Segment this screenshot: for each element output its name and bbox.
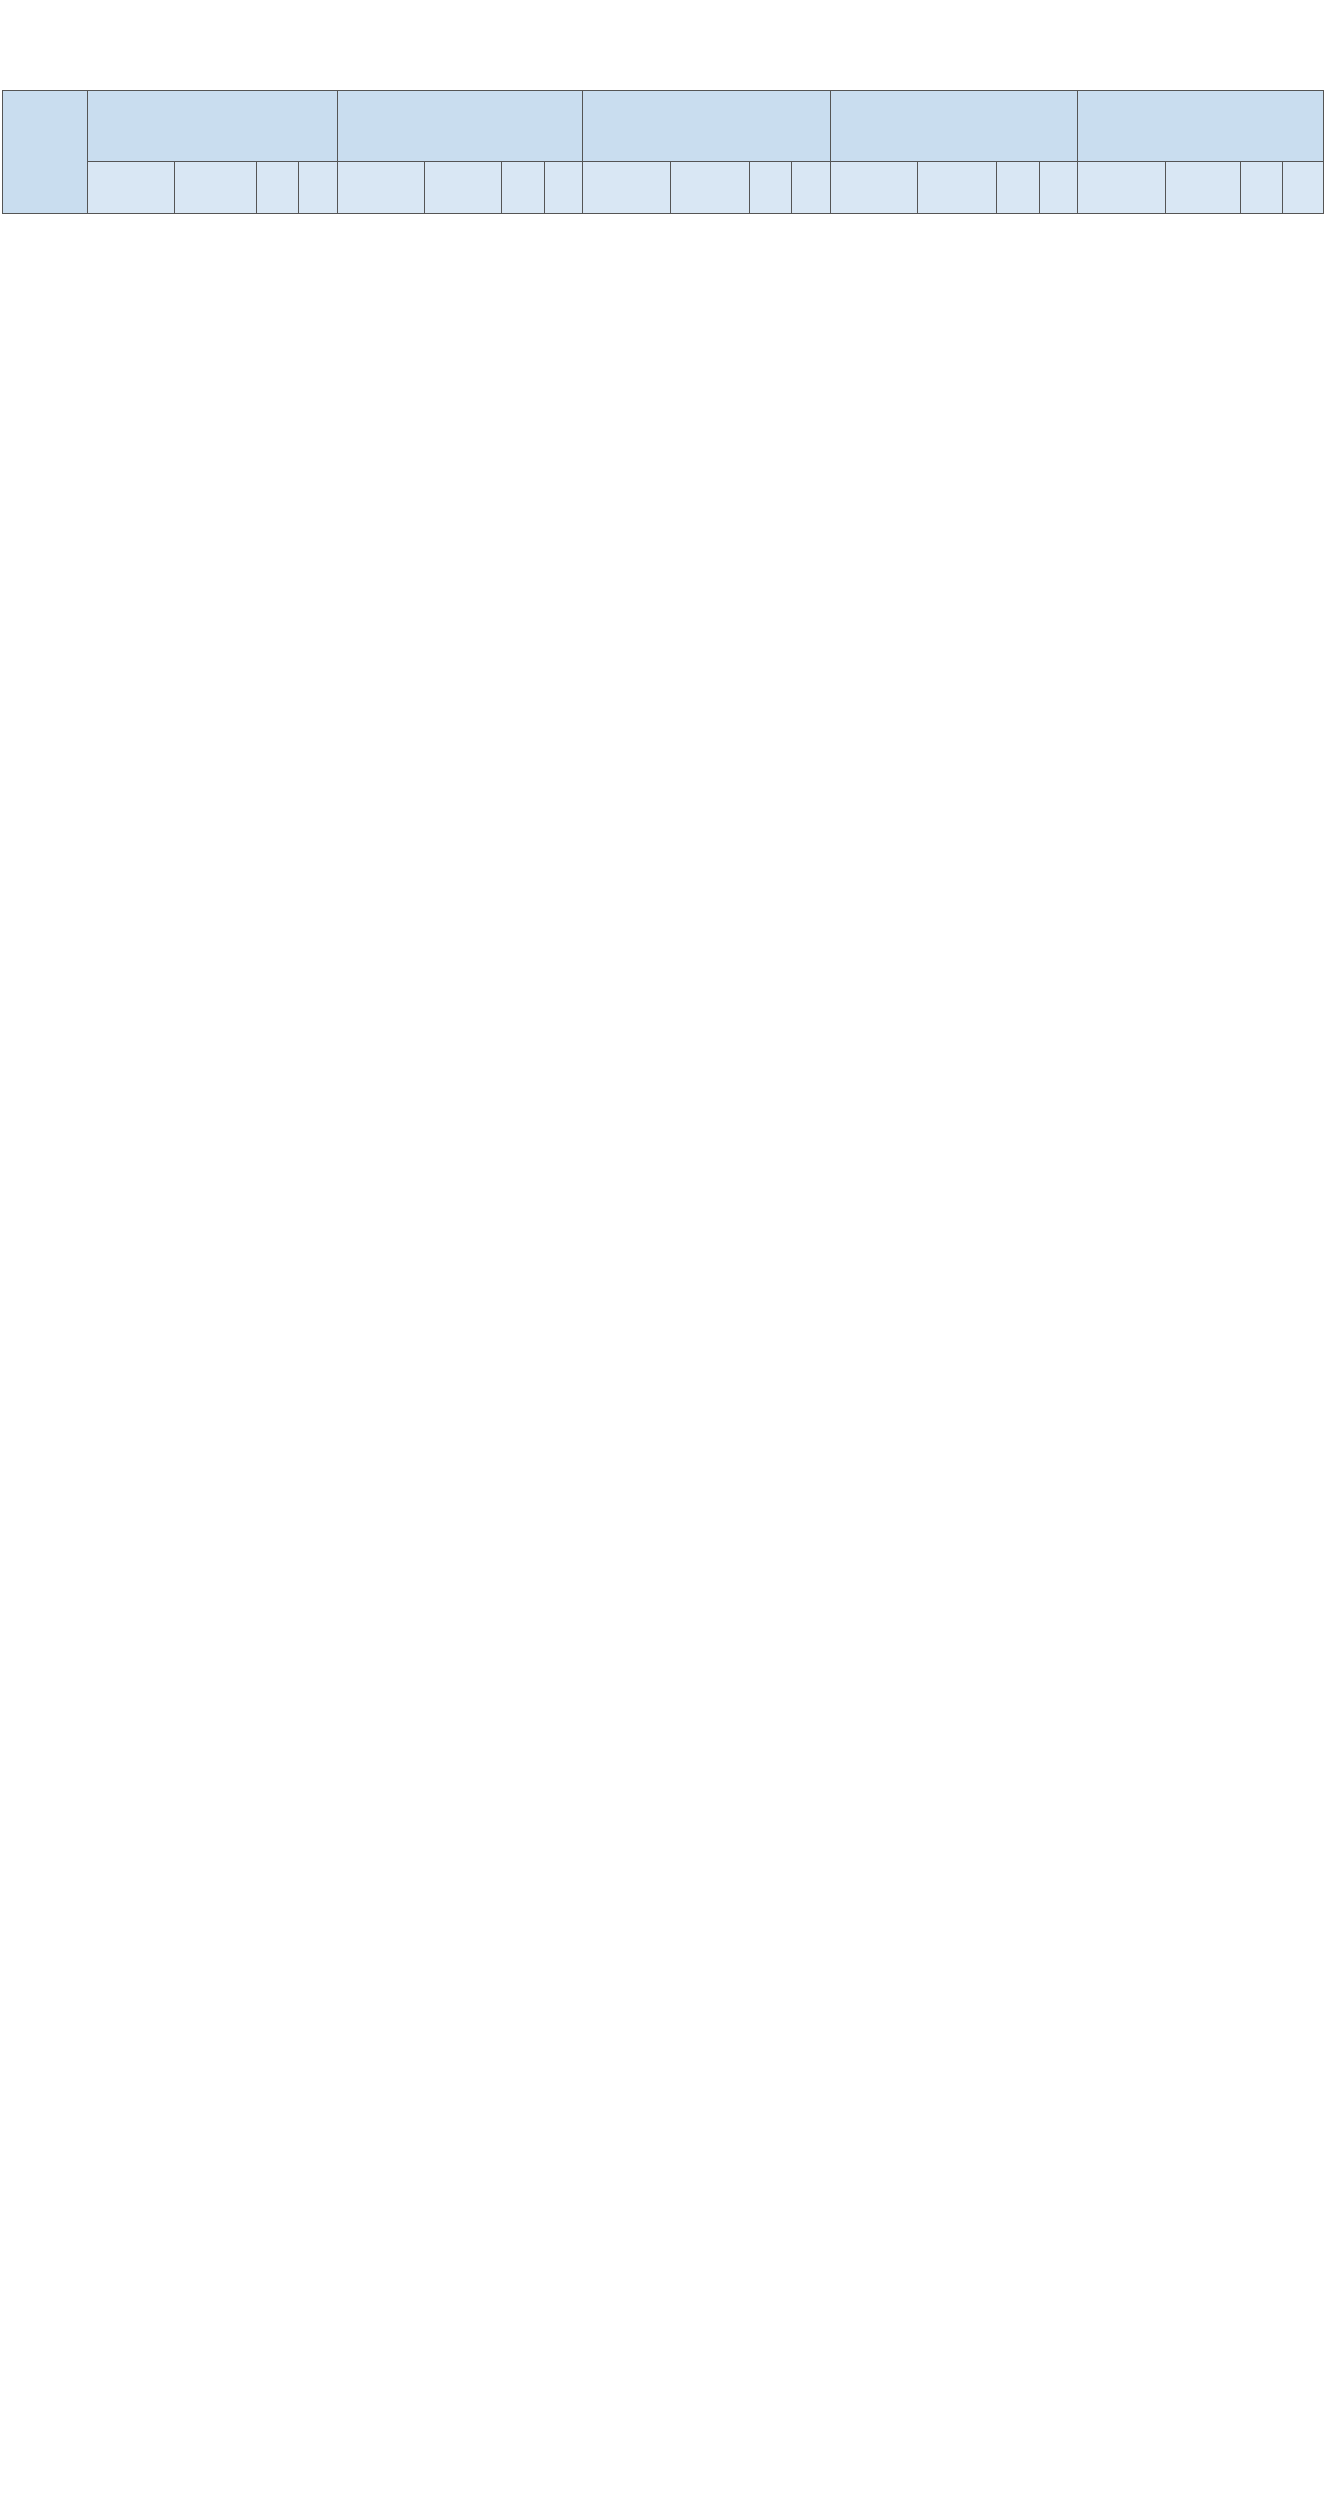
day-header-row xyxy=(3,91,1324,162)
corner-cell xyxy=(3,91,88,214)
col-header-ingredient xyxy=(918,162,997,214)
col-header-ingredient xyxy=(670,162,749,214)
day-header-fri xyxy=(1078,91,1324,162)
day-header-mon xyxy=(88,91,338,162)
col-header-dish xyxy=(1078,162,1165,214)
col-header-weight xyxy=(1240,162,1283,214)
col-header-weight xyxy=(502,162,545,214)
col-header-ingredient xyxy=(1165,162,1240,214)
col-header-ingredient xyxy=(175,162,256,214)
col-header-price xyxy=(1039,162,1078,214)
day-header-tue xyxy=(337,91,583,162)
col-header-price xyxy=(792,162,831,214)
page-title xyxy=(0,0,1326,90)
col-header-dish xyxy=(830,162,917,214)
col-header-price xyxy=(544,162,583,214)
col-header-weight xyxy=(749,162,792,214)
day-header-thu xyxy=(830,91,1078,162)
col-header-weight xyxy=(997,162,1040,214)
col-header-dish xyxy=(88,162,175,214)
column-header-row xyxy=(3,162,1324,214)
col-header-weight xyxy=(256,162,299,214)
menu-table xyxy=(2,90,1324,214)
col-header-price xyxy=(1283,162,1324,214)
day-header-wed xyxy=(583,91,831,162)
col-header-ingredient xyxy=(425,162,502,214)
col-header-dish xyxy=(337,162,424,214)
col-header-price xyxy=(299,162,338,214)
col-header-dish xyxy=(583,162,670,214)
